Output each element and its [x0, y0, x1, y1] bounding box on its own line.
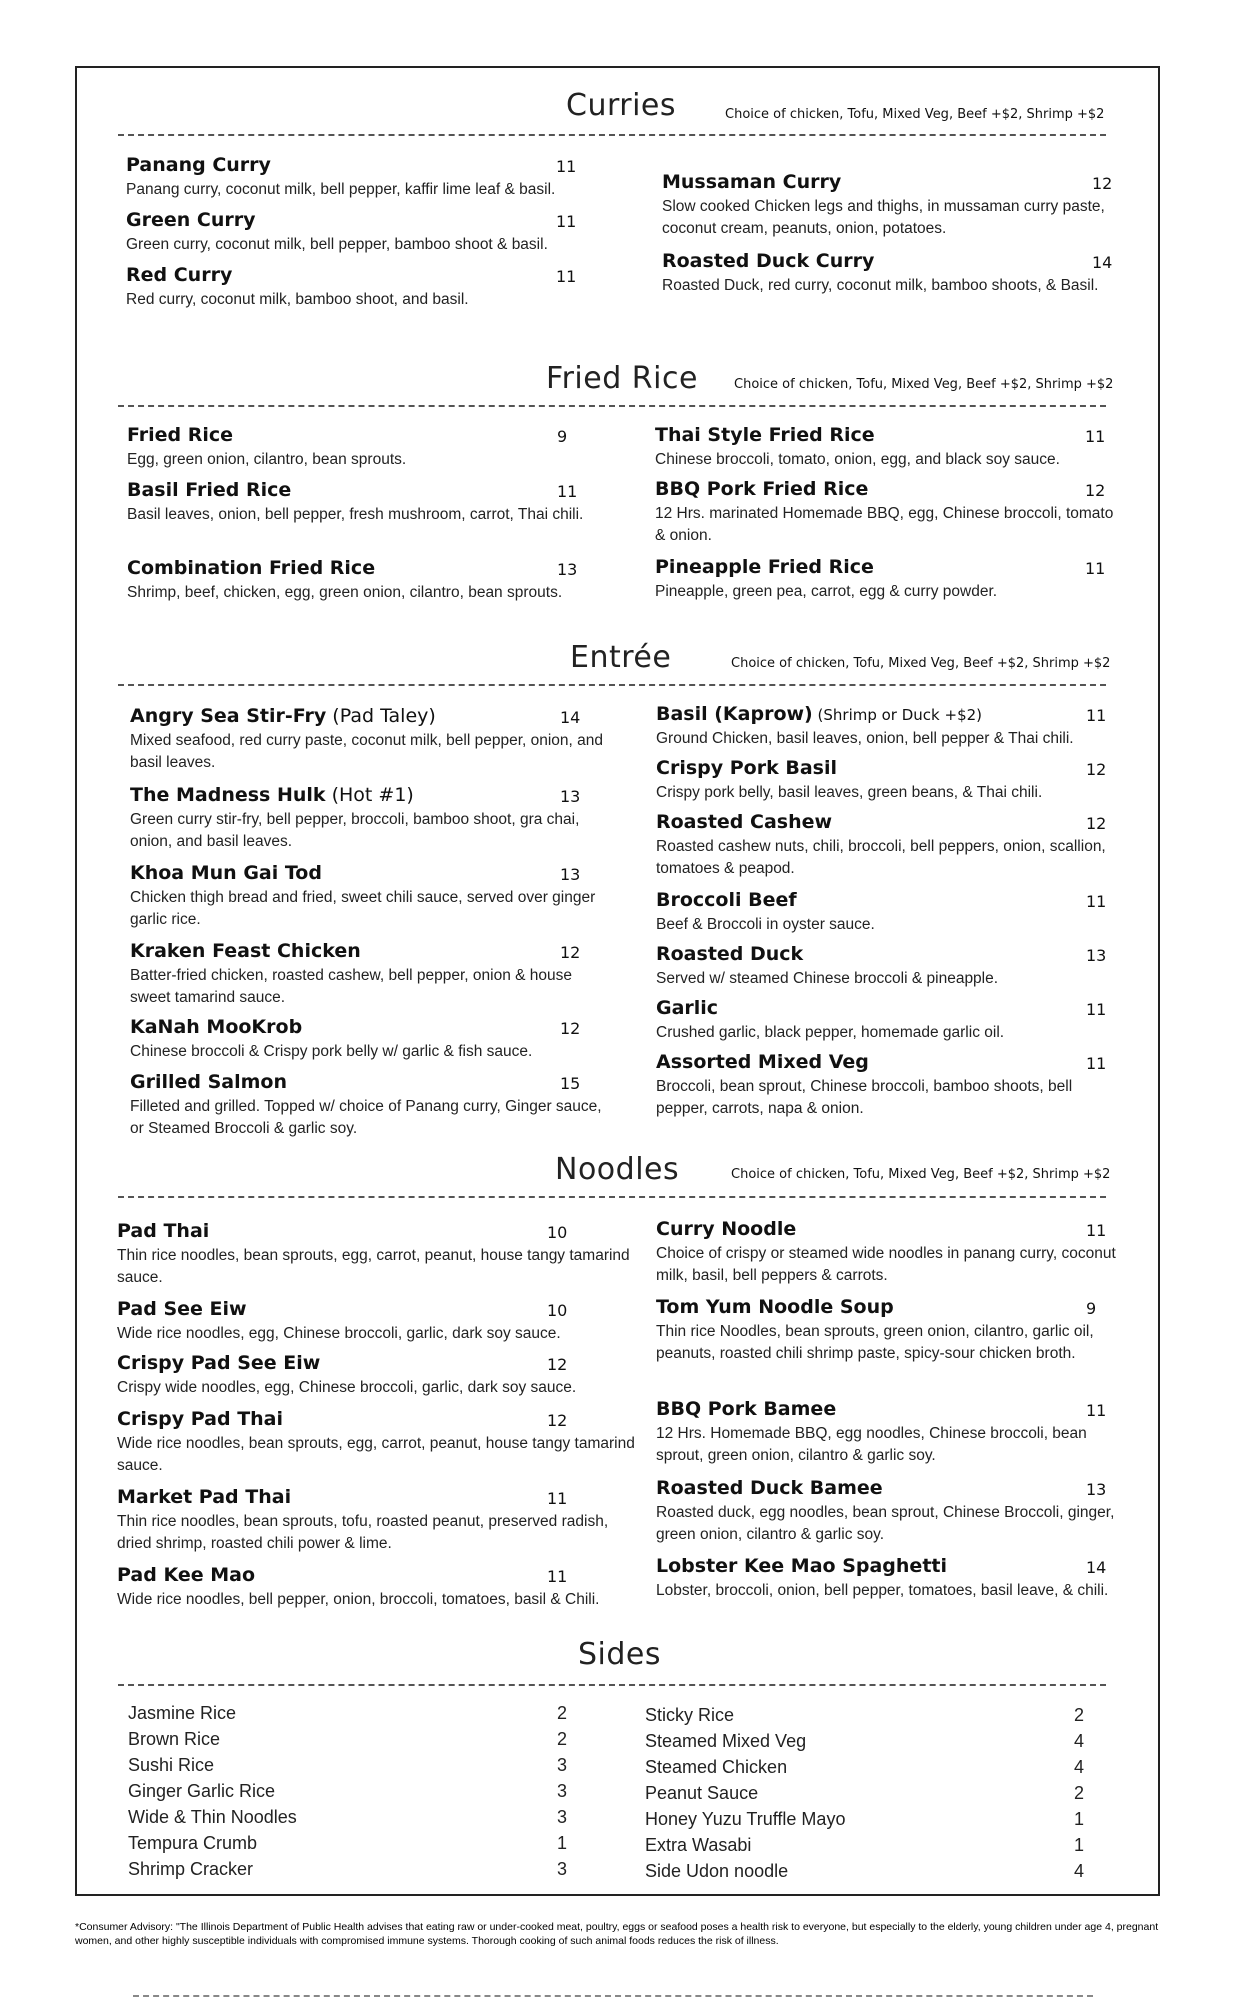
side-item: Extra Wasabi [645, 1835, 752, 1855]
divider [118, 1684, 1106, 1686]
item-price: 12 [1086, 814, 1107, 833]
side-item: Side Udon noodle [645, 1861, 789, 1881]
divider [118, 1196, 1106, 1198]
item-price: 11 [556, 267, 577, 286]
item-desc: Choice of crispy or steamed wide noodles in panang curry, coconut milk, basil, bell peppers & carrots. [656, 1245, 1116, 1284]
item-desc: Thin rice noodles, bean sprouts, tofu, roasted peanut, preserved radish, dried shrimp, roasted chili power & lime. [117, 1513, 609, 1552]
item-name: Roasted Duck Bamee [656, 1477, 883, 1499]
item-name: Garlic [656, 997, 719, 1019]
side-price: 4 [1074, 1861, 1085, 1881]
menu-item [126, 209, 626, 256]
item-name: Crispy Pad See Eiw [117, 1352, 321, 1374]
item-desc: Filleted and grilled. Topped w/ choice of Panang curry, Ginger sauce, or Steamed Broccoli & garlic soy. [130, 1098, 602, 1137]
menu-item [130, 1071, 610, 1140]
item-price: 11 [547, 1489, 568, 1508]
item-price: 11 [1085, 559, 1106, 578]
item-desc: Lobster, broccoli, onion, bell pepper, tomatoes, basil leave, & chili. [656, 1582, 1109, 1599]
side-item: Steamed Chicken [645, 1757, 788, 1777]
side-item: Jasmine Rice [128, 1703, 237, 1723]
menu-item [127, 424, 607, 471]
side-price: 1 [1074, 1835, 1085, 1855]
side-item: Brown Rice [128, 1729, 221, 1749]
side-item: Shrimp Cracker [128, 1859, 254, 1879]
menu-item [655, 478, 1125, 547]
side-item: Honey Yuzu Truffle Mayo [645, 1809, 846, 1829]
item-name: Crispy Pad Thai [117, 1408, 284, 1430]
item-name: Tom Yum Noodle Soup [656, 1296, 894, 1318]
side-price: 3 [557, 1755, 568, 1775]
item-price: 11 [556, 212, 577, 231]
consumer-advisory: *Consumer Advisory: "The Illinois Department of Public Health advises that eating raw or under-cooked meat, poultry, eggs or seafood poses a health risk to everyone, but especially to the elderly, young children under age 4, pregnant women, and other highly susceptible individuals with compromised immune systems. Thorough cooking of such animal foods reduces the risk of illness. [75, 1921, 1159, 1947]
item-desc: Beef & Broccoli in oyster sauce. [656, 916, 875, 933]
item-price: 14 [560, 708, 581, 727]
divider [118, 134, 1106, 136]
item-price: 11 [1086, 892, 1107, 911]
section-title-fried-rice: Fried Rice [546, 361, 698, 396]
item-desc: Crispy wide noodles, egg, Chinese broccoli, garlic, dark soy sauce. [117, 1379, 577, 1396]
menu-item [656, 811, 1126, 880]
menu-item [662, 250, 1122, 297]
item-name: Market Pad Thai [117, 1486, 292, 1508]
section-title-curries: Curries [566, 88, 677, 123]
item-desc: Wide rice noodles, bell pepper, onion, broccoli, tomatoes, basil & Chili. [117, 1591, 600, 1608]
item-price: 11 [547, 1567, 568, 1586]
item-desc: Chinese broccoli & Crispy pork belly w/ garlic & fish sauce. [130, 1043, 533, 1060]
item-price: 13 [560, 787, 581, 806]
item-name: BBQ Pork Bamee [656, 1398, 837, 1420]
menu-item [117, 1220, 637, 1289]
item-name: Basil (Kaprow) (Shrimp or Duck +$2) [656, 703, 983, 725]
item-price: 11 [556, 157, 577, 176]
side-price: 2 [557, 1729, 568, 1749]
item-desc: Egg, green onion, cilantro, bean sprouts. [127, 451, 407, 468]
menu-item [130, 940, 610, 1009]
item-name: Green Curry [126, 209, 256, 231]
side-item: Sushi Rice [128, 1755, 215, 1775]
menu-item [126, 264, 626, 311]
item-name: Pad Kee Mao [117, 1564, 256, 1586]
item-desc: Roasted cashew nuts, chili, broccoli, bell peppers, onion, scallion, tomatoes & peapod. [656, 838, 1106, 877]
menu-item [655, 424, 1125, 471]
item-price: 15 [560, 1074, 581, 1093]
item-price: 12 [560, 1019, 581, 1038]
item-price: 13 [1086, 1480, 1107, 1499]
item-price: 14 [1092, 253, 1113, 272]
item-desc: Mixed seafood, red curry paste, coconut milk, bell pepper, onion, and basil leaves. [130, 732, 604, 771]
item-desc: Chicken thigh bread and fried, sweet chili sauce, served over ginger garlic rice. [130, 889, 596, 928]
item-desc: Green curry stir-fry, bell pepper, broccoli, bamboo shoot, gra chai, onion, and basil leaves. [130, 811, 580, 850]
item-price: 11 [557, 482, 578, 501]
item-desc: Batter-fried chicken, roasted cashew, bell pepper, onion & house sweet tamarind sauce. [130, 967, 573, 1006]
item-name: Kraken Feast Chicken [130, 940, 361, 962]
item-price: 12 [1086, 760, 1107, 779]
item-name: Assorted Mixed Veg [656, 1051, 869, 1073]
choice-note: Choice of chicken, Tofu, Mixed Veg, Beef +$2, Shrimp +$2 [734, 377, 1114, 392]
menu-item [656, 889, 1126, 936]
item-desc: Pineapple, green pea, carrot, egg & curry powder. [655, 583, 998, 600]
item-name: Broccoli Beef [656, 889, 797, 911]
item-desc: Shrimp, beef, chicken, egg, green onion, cilantro, bean sprouts. [127, 584, 563, 601]
item-name: Lobster Kee Mao Spaghetti [656, 1555, 947, 1577]
side-item: Peanut Sauce [645, 1783, 759, 1803]
side-price: 3 [557, 1807, 568, 1827]
item-desc: Chinese broccoli, tomato, onion, egg, and black soy sauce. [655, 451, 1060, 468]
item-desc: Crushed garlic, black pepper, homemade garlic oil. [656, 1024, 1005, 1041]
item-name: Roasted Duck [656, 943, 804, 965]
item-desc: Thin rice Noodles, bean sprouts, green onion, cilantro, garlic oil, peanuts, roasted chili shrimp paste, spicy-sour chicken broth. [656, 1323, 1094, 1362]
item-price: 12 [547, 1355, 568, 1374]
item-price: 11 [1086, 1000, 1107, 1019]
item-desc: Ground Chicken, basil leaves, onion, bell pepper & Thai chili. [656, 730, 1074, 747]
side-price: 2 [1074, 1705, 1085, 1725]
side-item: Wide & Thin Noodles [128, 1807, 297, 1827]
item-name: Curry Noodle [656, 1218, 797, 1240]
choice-note: Choice of chicken, Tofu, Mixed Veg, Beef +$2, Shrimp +$2 [731, 656, 1111, 671]
menu-item [655, 556, 1125, 603]
menu-item [656, 997, 1126, 1044]
item-price: 12 [560, 943, 581, 962]
choice-note: Choice of chicken, Tofu, Mixed Veg, Beef +$2, Shrimp +$2 [725, 107, 1105, 122]
divider [118, 684, 1106, 686]
menu-item [117, 1486, 637, 1555]
menu-item [656, 1398, 1126, 1467]
side-item: Steamed Mixed Veg [645, 1731, 807, 1751]
item-price: 9 [557, 427, 568, 446]
menu-item [117, 1352, 637, 1399]
divider [118, 405, 1106, 407]
item-desc: Red curry, coconut milk, bamboo shoot, and basil. [126, 291, 469, 308]
menu-item [656, 757, 1126, 804]
item-name: Fried Rice [127, 424, 234, 446]
menu-item [126, 154, 626, 201]
side-price: 1 [1074, 1809, 1085, 1829]
choice-note: Choice of chicken, Tofu, Mixed Veg, Beef +$2, Shrimp +$2 [731, 1167, 1111, 1182]
item-price: 12 [1085, 481, 1106, 500]
item-desc: 12 Hrs. Homemade BBQ, egg noodles, Chinese broccoli, bean sprout, green onion, cilantro & garlic soy. [656, 1425, 1087, 1464]
item-name: Panang Curry [126, 154, 271, 176]
side-price: 1 [557, 1833, 568, 1853]
side-item: Ginger Garlic Rice [128, 1781, 276, 1801]
menu-item [130, 1016, 610, 1063]
item-price: 14 [1086, 1558, 1107, 1577]
menu-item [656, 1296, 1126, 1365]
section-title-sides: Sides [578, 1637, 662, 1672]
side-price: 4 [1074, 1731, 1085, 1751]
item-name: KaNah MooKrob [130, 1016, 303, 1038]
item-price: 11 [1086, 1054, 1107, 1073]
item-name: The Madness Hulk (Hot #1) [130, 784, 414, 806]
item-price: 11 [1085, 427, 1106, 446]
item-price: 11 [1086, 1221, 1107, 1240]
item-price: 11 [1086, 706, 1107, 725]
item-desc: Crispy pork belly, basil leaves, green beans, & Thai chili. [656, 784, 1043, 801]
side-item: Sticky Rice [645, 1705, 735, 1725]
item-desc: Green curry, coconut milk, bell pepper, bamboo shoot & basil. [126, 236, 548, 253]
item-name: Mussaman Curry [662, 171, 842, 193]
item-price: 13 [560, 865, 581, 884]
item-name: Pad Thai [117, 1220, 210, 1242]
item-name: Roasted Duck Curry [662, 250, 875, 272]
item-price: 12 [547, 1411, 568, 1430]
item-desc: Slow cooked Chicken legs and thighs, in mussaman curry paste, coconut cream, peanuts, onion, potatoes. [662, 198, 1105, 237]
menu-item [130, 705, 610, 774]
item-name: Combination Fried Rice [127, 557, 376, 579]
side-item: Tempura Crumb [128, 1833, 258, 1853]
item-desc: Wide rice noodles, bean sprouts, egg, carrot, peanut, house tangy tamarind sauce. [117, 1435, 635, 1474]
bottom-divider [133, 1995, 1093, 1997]
item-price: 13 [557, 560, 578, 579]
item-name: Red Curry [126, 264, 233, 286]
item-desc: Roasted Duck, red curry, coconut milk, bamboo shoots, & Basil. [662, 277, 1099, 294]
menu-item [127, 479, 597, 526]
item-price: 10 [547, 1301, 568, 1320]
item-desc: Wide rice noodles, egg, Chinese broccoli, garlic, dark soy sauce. [117, 1325, 561, 1342]
menu-item [656, 703, 1126, 750]
item-desc: Served w/ steamed Chinese broccoli & pineapple. [656, 970, 999, 987]
item-price: 13 [1086, 946, 1107, 965]
item-name: Basil Fried Rice [127, 479, 292, 501]
item-desc: Basil leaves, onion, bell pepper, fresh mushroom, carrot, Thai chili. [127, 506, 584, 523]
menu-item [117, 1298, 637, 1345]
menu-item [130, 784, 610, 853]
menu-item [656, 1477, 1126, 1546]
menu-item [656, 1051, 1126, 1120]
item-desc: Panang curry, coconut milk, bell pepper, kaffir lime leaf & basil. [126, 181, 556, 198]
side-price: 3 [557, 1781, 568, 1801]
item-name: Thai Style Fried Rice [655, 424, 875, 446]
menu-item [127, 557, 597, 604]
side-price: 4 [1074, 1757, 1085, 1777]
menu-item [117, 1564, 637, 1611]
item-desc: 12 Hrs. marinated Homemade BBQ, egg, Chinese broccoli, tomato & onion. [655, 505, 1114, 544]
item-name: Khoa Mun Gai Tod [130, 862, 322, 884]
item-desc: Roasted duck, egg noodles, bean sprout, Chinese Broccoli, ginger, green onion, cilantro & garlic soy. [656, 1504, 1115, 1543]
item-name: Roasted Cashew [656, 811, 833, 833]
item-price: 9 [1086, 1299, 1097, 1318]
menu-item [662, 171, 1122, 240]
menu-item [656, 1555, 1126, 1602]
menu-item [130, 862, 610, 931]
item-desc: Broccoli, bean sprout, Chinese broccoli, bamboo shoots, bell pepper, carrots, napa & onion. [656, 1078, 1073, 1117]
item-price: 11 [1086, 1401, 1107, 1420]
side-price: 2 [557, 1703, 568, 1723]
item-name: Angry Sea Stir-Fry (Pad Taley) [130, 705, 436, 727]
item-name: Grilled Salmon [130, 1071, 288, 1093]
item-name: Crispy Pork Basil [656, 757, 837, 779]
section-title-noodles: Noodles [555, 1152, 680, 1187]
item-name: Pad See Eiw [117, 1298, 247, 1320]
menu-item [117, 1408, 637, 1477]
item-price: 10 [547, 1223, 568, 1242]
item-desc: Thin rice noodles, bean sprouts, egg, carrot, peanut, house tangy tamarind sauce. [117, 1247, 630, 1286]
side-price: 2 [1074, 1783, 1085, 1803]
menu-item [656, 1218, 1126, 1287]
side-price: 3 [557, 1859, 568, 1879]
item-price: 12 [1092, 174, 1113, 193]
item-name: BBQ Pork Fried Rice [655, 478, 869, 500]
item-name: Pineapple Fried Rice [655, 556, 874, 578]
menu-item [656, 943, 1126, 990]
section-title-entree: Entrée [570, 640, 672, 675]
